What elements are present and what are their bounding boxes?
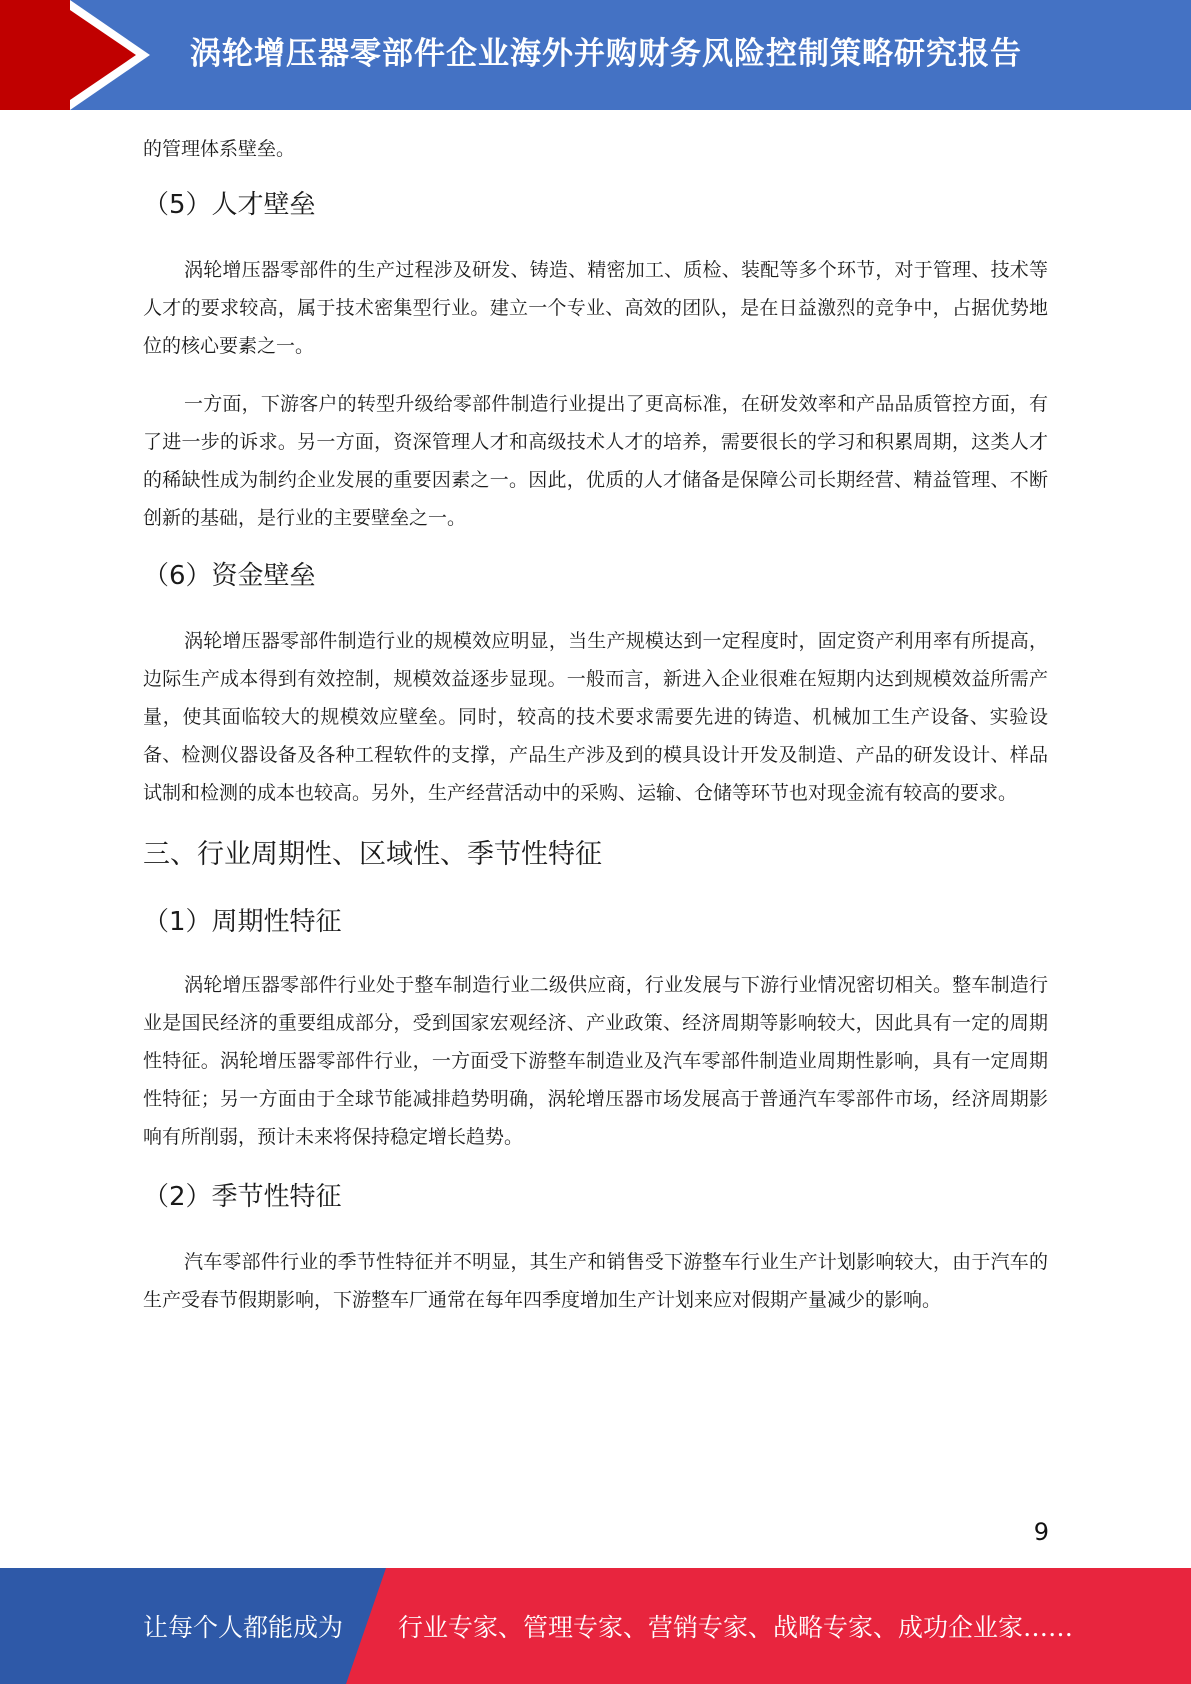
header-chevron-tip xyxy=(70,10,136,100)
page-number: 9 xyxy=(1033,1518,1049,1546)
heading-capital-barrier: （6）资金壁垒 xyxy=(143,561,316,591)
heading-seasonality: （2）季节性特征 xyxy=(143,1182,342,1212)
header-banner xyxy=(0,0,1191,110)
paragraph-seasonality: 汽车零部件行业的季节性特征并不明显，其生产和销售受下游整车行业生产计划影响较大，由于汽车的生产受春节假期影响，下游整车厂通常在每年四季度增加生产计划来应对假期产量减少的影响。 xyxy=(143,1251,1048,1311)
report-title: 涡轮增压器零部件企业海外并购财务风险控制策略研究报告 xyxy=(190,36,1022,72)
paragraph-talent-1: 涡轮增压器零部件的生产过程涉及研发、铸造、精密加工、质检、装配等多个环节，对于管理、技术等人才的要求较高，属于技术密集型行业。建立一个专业、高效的团队，是在日益激烈的竞争中，占据优势地位的核心要素之一。 xyxy=(143,259,1048,357)
section-heading-3: 三、行业周期性、区域性、季节性特征 xyxy=(143,839,602,870)
header-red-block xyxy=(0,0,70,110)
footer-banner xyxy=(0,1568,1191,1684)
footer-slogan: 让每个人都能成为 xyxy=(143,1613,344,1642)
paragraph-continued: 的管理体系壁垒。 xyxy=(143,138,296,160)
paragraph-talent-2: 一方面，下游客户的转型升级给零部件制造行业提出了更高标准，在研发效率和产品品质管控方面，有了进一步的诉求。另一方面，资深管理人才和高级技术人才的培养，需要很长的学习和积累周期，这类人才的稀缺性成为制约企业发展的重要因素之一。因此，优质的人才储备是保障公司长期经营、精益管理、不断创新的基础，是行业的主要壁垒之一。 xyxy=(143,393,1048,529)
page-body xyxy=(143,130,1048,1319)
heading-talent-barrier: （5）人才壁垒 xyxy=(143,190,316,220)
footer-roles: 行业专家、管理专家、营销专家、战略专家、成功企业家…… xyxy=(398,1613,1074,1642)
paragraph-capital: 涡轮增压器零部件制造行业的规模效应明显，当生产规模达到一定程度时，固定资产利用率有所提高，边际生产成本得到有效控制，规模效益逐步显现。一般而言，新进入企业很难在短期内达到规模效益所需产量，使其面临较大的规模效应壁垒。同时，较高的技术要求需要先进的铸造、机械加工生产设备、实验设备、检测仪器设备及各种工程软件的支撑，产品生产涉及到的模具设计开发及制造、产品的研发设计、样品试制和检测的成本也较高。另外，生产经营活动中的采购、运输、仓储等环节也对现金流有较高的要求。 xyxy=(143,630,1048,804)
heading-cyclicality: （1）周期性特征 xyxy=(143,907,342,937)
paragraph-cyclicality: 涡轮增压器零部件行业处于整车制造行业二级供应商，行业发展与下游行业情况密切相关。整车制造行业是国民经济的重要组成部分，受到国家宏观经济、产业政策、经济周期等影响较大，因此具有一定的周期性特征。涡轮增压器零部件行业，一方面受下游整车制造业及汽车零部件制造业周期性影响，具有一定周期性特征；另一方面由于全球节能减排趋势明确，涡轮增压器市场发展高于普通汽车零部件市场，经济周期影响有所削弱，预计未来将保持稳定增长趋势。 xyxy=(143,974,1048,1148)
